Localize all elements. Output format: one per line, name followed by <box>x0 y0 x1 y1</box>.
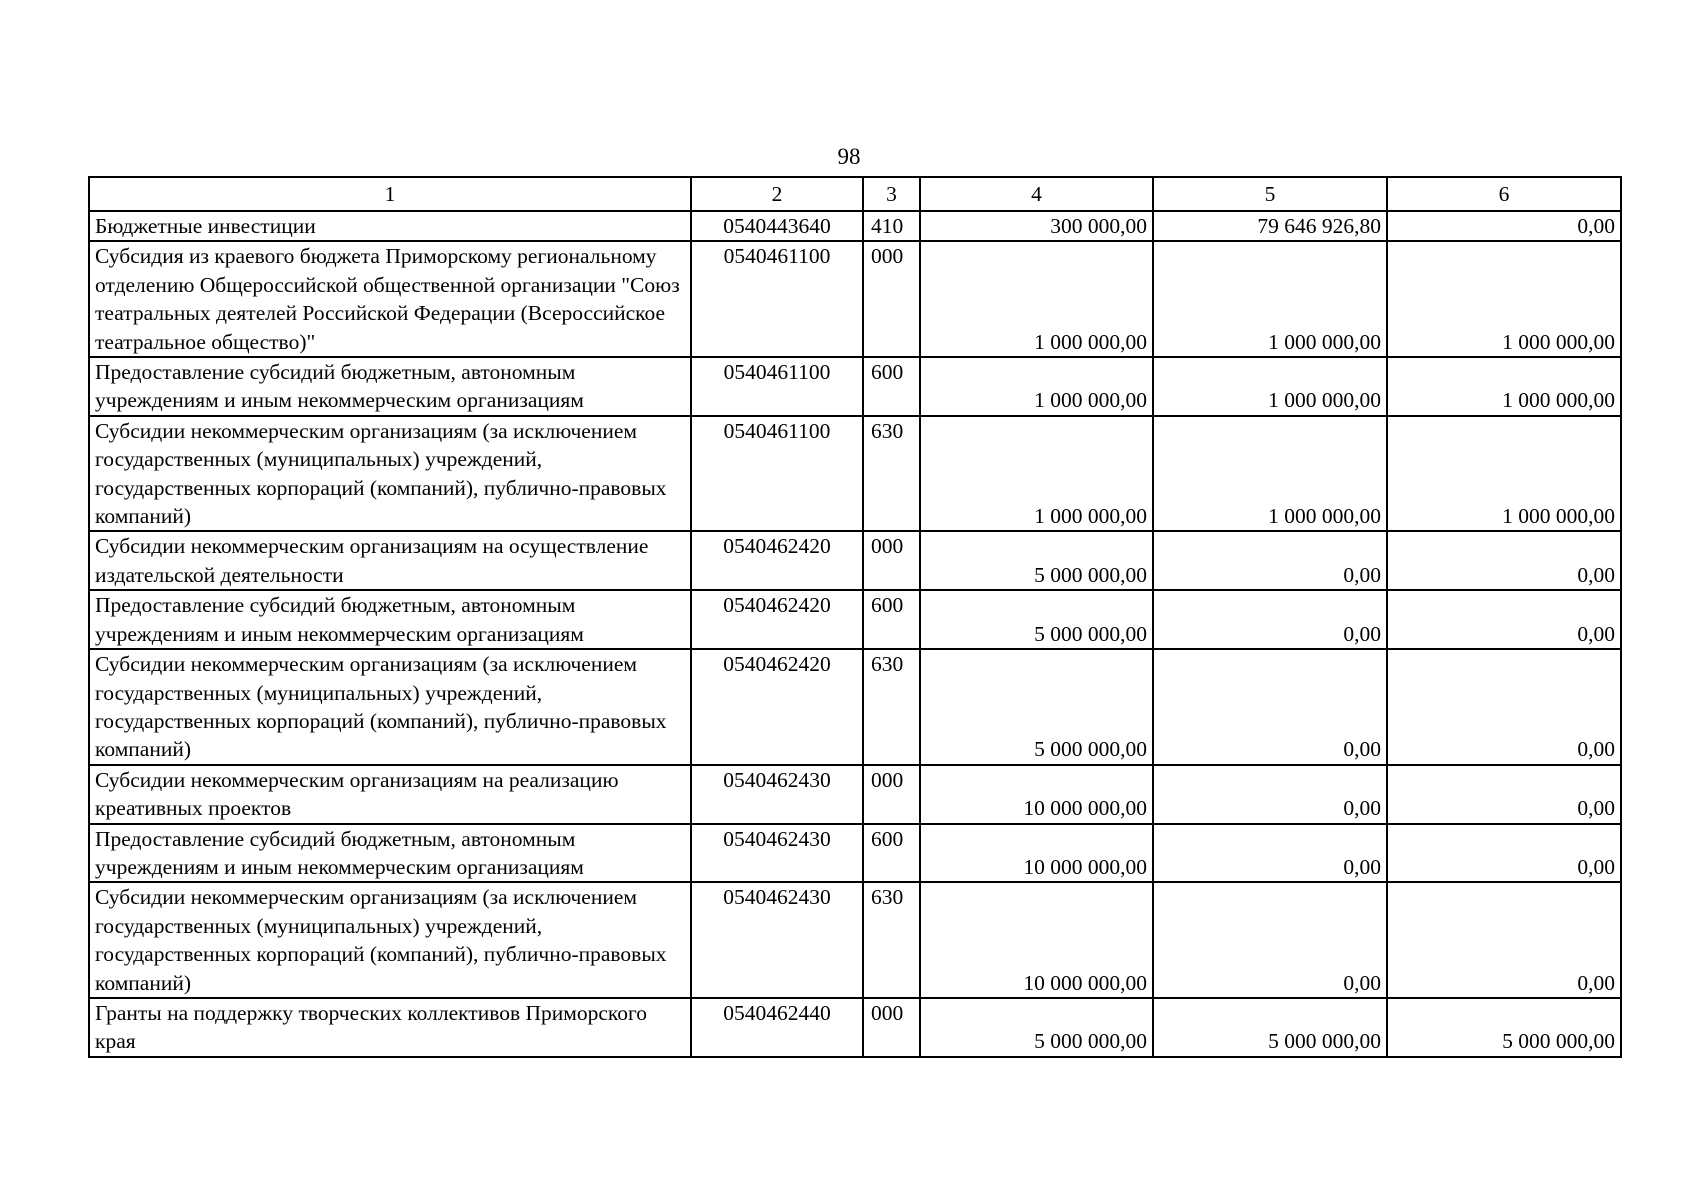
row-code: 0540462430 <box>691 765 863 824</box>
row-amount-1: 1 000 000,00 <box>920 416 1153 532</box>
header-col-amount-3: 6 <box>1387 177 1621 211</box>
row-vr: 600 <box>863 590 920 649</box>
row-amount-1: 1 000 000,00 <box>920 241 1153 357</box>
row-amount-3: 0,00 <box>1387 882 1621 998</box>
table-row <box>89 649 1621 765</box>
row-amount-1: 5 000 000,00 <box>920 649 1153 765</box>
row-amount-2: 0,00 <box>1153 531 1387 590</box>
table-row <box>89 590 1621 649</box>
row-vr: 000 <box>863 998 920 1057</box>
row-amount-1: 300 000,00 <box>920 211 1153 241</box>
row-code: 0540461100 <box>691 241 863 357</box>
row-amount-3: 1 000 000,00 <box>1387 357 1621 416</box>
row-amount-3: 0,00 <box>1387 824 1621 883</box>
row-name: Субсидии некоммерческим организациям (за исключением государственных (муниципальных) учреждений, государственных корпораций (компаний), публично-правовых компаний) <box>89 882 691 998</box>
row-amount-1: 5 000 000,00 <box>920 998 1153 1057</box>
row-amount-1: 5 000 000,00 <box>920 590 1153 649</box>
row-code: 0540462430 <box>691 882 863 998</box>
row-code: 0540462420 <box>691 590 863 649</box>
row-code: 0540443640 <box>691 211 863 241</box>
row-amount-3: 0,00 <box>1387 649 1621 765</box>
row-name: Бюджетные инвестиции <box>89 211 691 241</box>
row-amount-1: 10 000 000,00 <box>920 824 1153 883</box>
row-amount-2: 0,00 <box>1153 765 1387 824</box>
row-amount-3: 0,00 <box>1387 531 1621 590</box>
row-amount-3: 0,00 <box>1387 590 1621 649</box>
row-code: 0540461100 <box>691 416 863 532</box>
row-amount-3: 0,00 <box>1387 211 1621 241</box>
table-row <box>89 416 1621 532</box>
row-amount-3: 5 000 000,00 <box>1387 998 1621 1057</box>
row-code: 0540461100 <box>691 357 863 416</box>
header-col-vr: 3 <box>863 177 920 211</box>
table-row <box>89 241 1621 357</box>
row-name: Предоставление субсидий бюджетным, автономным учреждениям и иным некоммерческим организациям <box>89 357 691 416</box>
row-name: Гранты на поддержку творческих коллективов Приморского края <box>89 998 691 1057</box>
header-col-amount-2: 5 <box>1153 177 1387 211</box>
table-row <box>89 531 1621 590</box>
row-vr: 600 <box>863 824 920 883</box>
row-vr: 630 <box>863 416 920 532</box>
row-name: Субсидии некоммерческим организациям (за исключением государственных (муниципальных) учреждений, государственных корпораций (компаний), публично-правовых компаний) <box>89 416 691 532</box>
header-col-amount-1: 4 <box>920 177 1153 211</box>
row-amount-1: 5 000 000,00 <box>920 531 1153 590</box>
row-amount-2: 1 000 000,00 <box>1153 241 1387 357</box>
table-row <box>89 211 1621 241</box>
row-name: Субсидии некоммерческим организациям (за исключением государственных (муниципальных) учреждений, государственных корпораций (компаний), публично-правовых компаний) <box>89 649 691 765</box>
row-amount-3: 1 000 000,00 <box>1387 416 1621 532</box>
row-amount-2: 5 000 000,00 <box>1153 998 1387 1057</box>
row-code: 0540462440 <box>691 998 863 1057</box>
row-vr: 000 <box>863 241 920 357</box>
row-amount-2: 1 000 000,00 <box>1153 357 1387 416</box>
row-amount-2: 0,00 <box>1153 590 1387 649</box>
budget-table <box>88 176 1622 1058</box>
row-amount-2: 1 000 000,00 <box>1153 416 1387 532</box>
row-name: Предоставление субсидий бюджетным, автономным учреждениям и иным некоммерческим организациям <box>89 590 691 649</box>
row-amount-2: 0,00 <box>1153 882 1387 998</box>
row-code: 0540462430 <box>691 824 863 883</box>
row-code: 0540462420 <box>691 649 863 765</box>
row-amount-1: 10 000 000,00 <box>920 882 1153 998</box>
table-row <box>89 357 1621 416</box>
row-code: 0540462420 <box>691 531 863 590</box>
page-number: 98 <box>837 144 861 169</box>
row-vr: 630 <box>863 649 920 765</box>
row-amount-3: 1 000 000,00 <box>1387 241 1621 357</box>
row-amount-3: 0,00 <box>1387 765 1621 824</box>
table-row <box>89 765 1621 824</box>
row-amount-2: 0,00 <box>1153 824 1387 883</box>
row-name: Субсидии некоммерческим организациям на реализацию креативных проектов <box>89 765 691 824</box>
table-row <box>89 882 1621 998</box>
row-amount-1: 10 000 000,00 <box>920 765 1153 824</box>
row-name: Субсидии некоммерческим организациям на осуществление издательской деятельности <box>89 531 691 590</box>
row-vr: 410 <box>863 211 920 241</box>
row-amount-2: 79 646 926,80 <box>1153 211 1387 241</box>
row-amount-1: 1 000 000,00 <box>920 357 1153 416</box>
table-row <box>89 824 1621 883</box>
row-name: Предоставление субсидий бюджетным, автономным учреждениям и иным некоммерческим организациям <box>89 824 691 883</box>
row-vr: 000 <box>863 531 920 590</box>
header-col-code: 2 <box>691 177 863 211</box>
row-vr: 630 <box>863 882 920 998</box>
row-amount-2: 0,00 <box>1153 649 1387 765</box>
row-name: Субсидия из краевого бюджета Приморскому региональному отделению Общероссийской общественной организации "Союз театральных деятелей Российской Федерации (Всероссийское театральное общество)" <box>89 241 691 357</box>
row-vr: 600 <box>863 357 920 416</box>
header-col-name: 1 <box>89 177 691 211</box>
table-header-row <box>89 177 1621 211</box>
table-row <box>89 998 1621 1057</box>
row-vr: 000 <box>863 765 920 824</box>
